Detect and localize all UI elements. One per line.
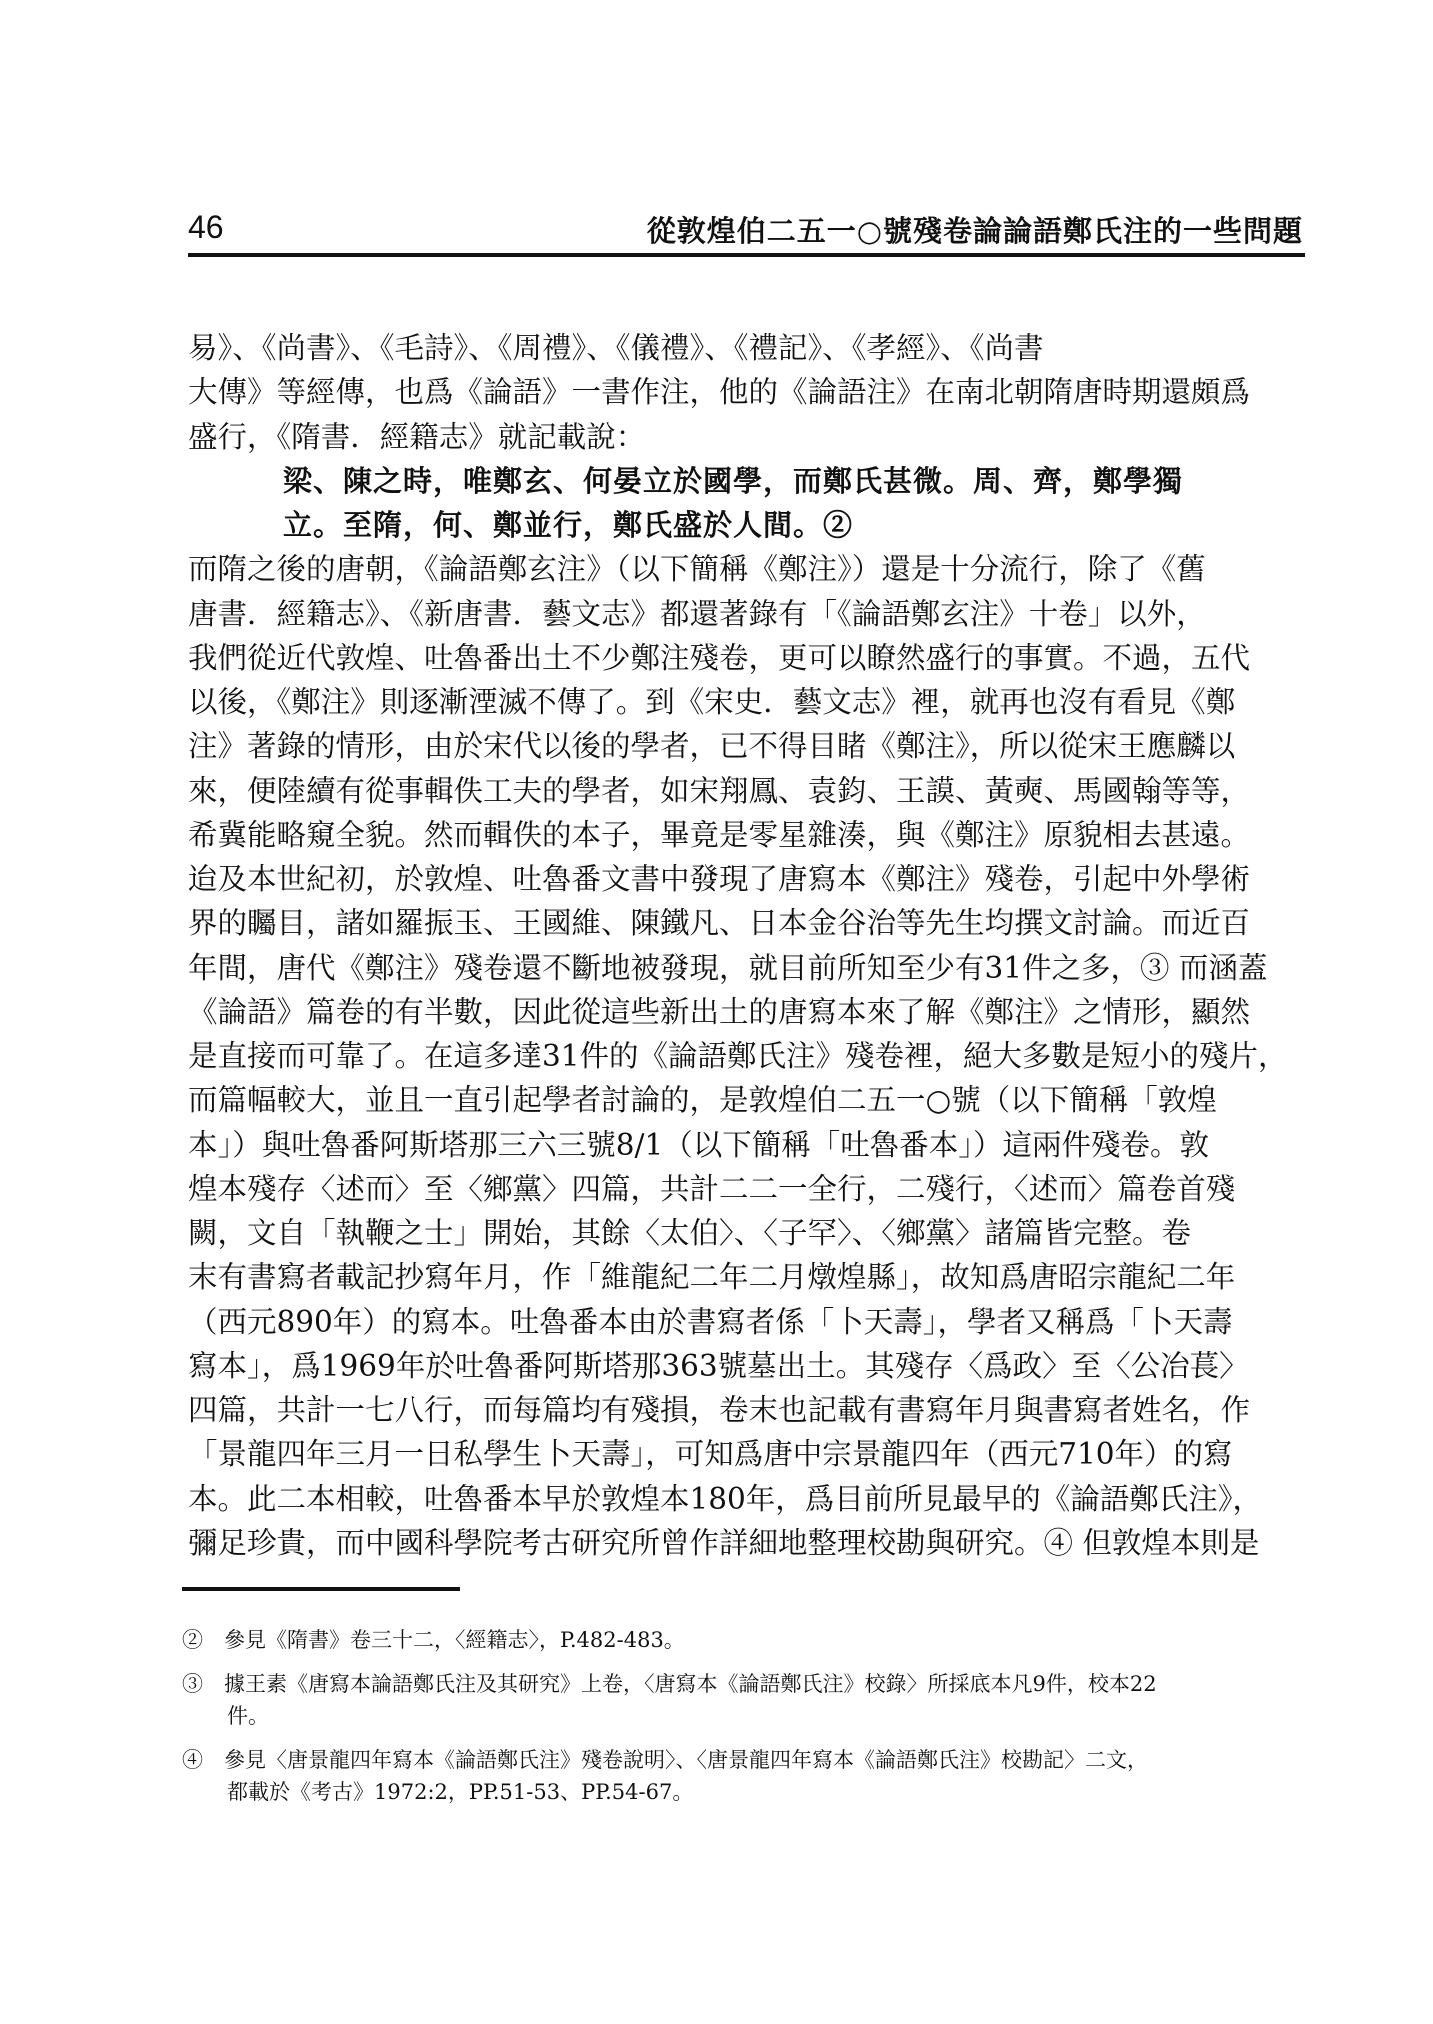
footnote-3 bbox=[182, 1668, 1307, 1732]
body-line: 易》、《尚書》、《毛詩》、《周禮》、《儀禮》、《禮記》、《孝經》、《尚書 bbox=[188, 331, 1044, 365]
body-line: （西元890年）的寫本。吐魯番本由於書寫者係「卜天壽」，學者又稱爲「卜天壽 bbox=[188, 1304, 1233, 1339]
body-line: 迨及本世紀初，於敦煌、吐魯番文書中發現了唐寫本《鄭注》殘卷，引起中外學術 bbox=[188, 862, 1251, 896]
body-line: 寫本」，爲1969年於吐魯番阿斯塔那363號墓出土。其殘存〈爲政〉至〈公冶萇〉 bbox=[188, 1348, 1249, 1383]
body-line: 唐書．經籍志》、《新唐書．藝文志》都還著錄有「《論語鄭玄注》十卷」以外， bbox=[188, 596, 1206, 631]
body-line: 「景龍四年三月一日私學生卜天壽」，可知爲唐中宗景龍四年（西元710年）的寫 bbox=[188, 1437, 1233, 1472]
body-line: 界的矚目，諸如羅振玉、王國維、陳鐵凡、日本金谷治等先生均撰文討論。而近百 bbox=[188, 906, 1251, 941]
body-line: 彌足珍貴，而中國科學院考古研究所曾作詳細地整理校勘與研究。④ 但敦煌本則是 bbox=[188, 1525, 1260, 1560]
body-line: 而篇幅較大，並且一直引起學者討論的，是敦煌伯二五一○號（以下簡稱「敦煌 bbox=[188, 1083, 1217, 1118]
block-quote-line: 立。至隋，何、鄭並行，鄭氏盛於人間。② bbox=[283, 508, 854, 542]
footnote-line: 都載於《考古》1972:2，PP.51-53、PP.54-67。 bbox=[227, 1780, 694, 1804]
body-line: 注》著錄的情形，由於宋代以後的學者，已不得目睹《鄭注》，所以從宋王應麟以 bbox=[188, 729, 1236, 764]
body-line: 來，便陸續有從事輯佚工夫的學者，如宋翔鳳、袁鈞、王謨、黃奭、馬國翰等等， bbox=[188, 773, 1251, 808]
footnote-rule bbox=[182, 1587, 460, 1591]
body-line: 末有書寫者載記抄寫年月，作「維龍紀二年二月燉煌縣」，故知爲唐昭宗龍紀二年 bbox=[188, 1260, 1236, 1295]
header-rule bbox=[188, 253, 1305, 257]
footnote-line: ③ 據王素《唐寫本論語鄭氏注及其研究》上卷，〈唐寫本《論語鄭氏注》校錄〉所採底本凡9件，校本22 bbox=[182, 1672, 1157, 1696]
footnote-2 bbox=[182, 1624, 1307, 1656]
body-line: 我們從近代敦煌、吐魯番出土不少鄭注殘卷，更可以瞭然盛行的事實。不過，五代 bbox=[188, 640, 1251, 675]
footnotes bbox=[182, 1624, 1307, 1808]
body-line: 年間，唐代《鄭注》殘卷還不斷地被發現，就目前所知至少有31件之多，③ 而涵蓋 bbox=[188, 950, 1268, 985]
body-line: 四篇，共計一七八行，而每篇均有殘損，卷末也記載有書寫年月與書寫者姓名，作 bbox=[188, 1393, 1251, 1427]
footnote-line: ④ 參見〈唐景龍四年寫本《論語鄭氏注》殘卷說明〉、〈唐景龍四年寫本《論語鄭氏注》校勘記〉二文， bbox=[182, 1748, 1148, 1772]
block-quote-line: 梁、陳之時，唯鄭玄、何晏立於國學，而鄭氏甚微。周、齊，鄭學獨 bbox=[283, 463, 1184, 498]
body-line: 盛行，《隋書．經籍志》就記載說： bbox=[188, 419, 646, 454]
body-line: 以後，《鄭注》則逐漸湮滅不傳了。到《宋史．藝文志》裡，就再也沒有看見《鄭 bbox=[188, 685, 1236, 719]
footnote-4 bbox=[182, 1744, 1307, 1808]
page-header bbox=[188, 207, 1303, 255]
body-line: 大傳》等經傳，也爲《論語》一書作注，他的《論語注》在南北朝隋唐時期還頗爲 bbox=[188, 375, 1251, 410]
body-line: 本。此二本相較，吐魯番本早於敦煌本180年，爲目前所見最早的《論語鄭氏注》， bbox=[188, 1481, 1263, 1516]
body-line: 而隋之後的唐朝，《論語鄭玄注》（以下簡稱《鄭注》）還是十分流行，除了《舊 bbox=[188, 552, 1206, 587]
footnote-line: 件。 bbox=[227, 1704, 269, 1728]
body-line: 是直接而可靠了。在這多達31件的《論語鄭氏注》殘卷裡，絕大多數是短小的殘片， bbox=[188, 1039, 1288, 1073]
page-number: 46 bbox=[188, 209, 224, 245]
body-line: 本」）與吐魯番阿斯塔那三六三號8/1（以下簡稱「吐魯番本」）這兩件殘卷。敦 bbox=[188, 1127, 1209, 1162]
body-line: 煌本殘存〈述而〉至〈鄉黨〉四篇，共計二二一全行，二殘行，〈述而〉篇卷首殘 bbox=[188, 1171, 1236, 1206]
body-text bbox=[188, 326, 1305, 1565]
body-line: 《論語》篇卷的有半數，因此從這些新出土的唐寫本來了解《鄭注》之情形，顯然 bbox=[188, 994, 1251, 1029]
running-title: 從敦煌伯二五一○號殘卷論論語鄭氏注的一些問題 bbox=[646, 214, 1303, 248]
footnote-line: ② 參見《隋書》卷三十二，〈經籍志〉，P.482-483。 bbox=[182, 1628, 685, 1652]
body-line: 闕，文自「執鞭之士」開始，其餘〈太伯〉、〈子罕〉、〈鄉黨〉諸篇皆完整。卷 bbox=[188, 1216, 1192, 1250]
body-line: 希冀能略窺全貌。然而輯佚的本子，畢竟是零星雜湊，與《鄭注》原貌相去甚遠。 bbox=[188, 817, 1251, 852]
